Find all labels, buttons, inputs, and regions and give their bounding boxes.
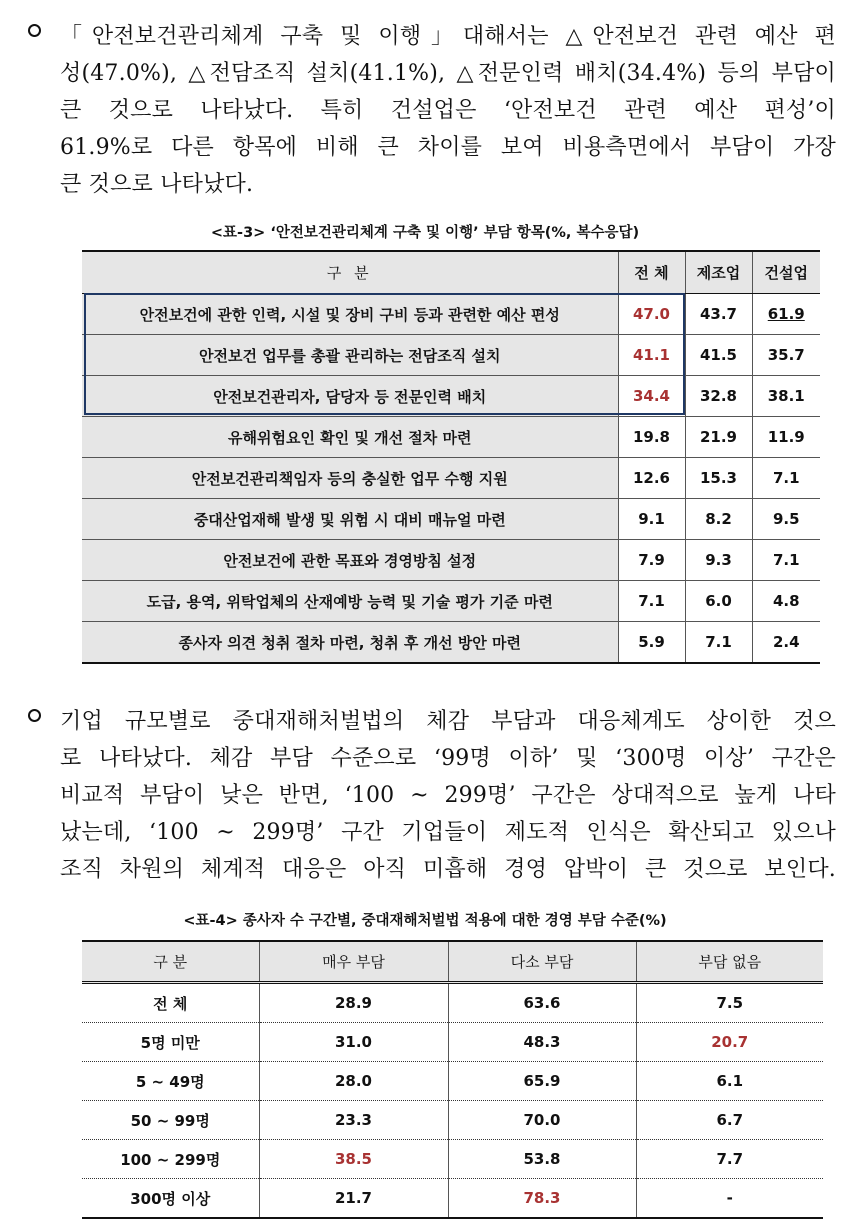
cell-some-burden: 65.9 <box>448 1062 636 1101</box>
header-construction: 건설업 <box>752 251 820 294</box>
cell-construction: 9.5 <box>752 499 820 540</box>
row-label: 안전보건관리책임자 등의 충실한 업무 수행 지원 <box>82 458 618 499</box>
cell-manufacturing: 9.3 <box>685 540 752 581</box>
cell-manufacturing: 15.3 <box>685 458 752 499</box>
row-label: 5 ~ 49명 <box>82 1062 259 1101</box>
cell-construction: 2.4 <box>752 622 820 664</box>
cell-very-burden: 31.0 <box>259 1023 448 1062</box>
row-label: 100 ~ 299명 <box>82 1140 259 1179</box>
table-row <box>82 335 820 376</box>
row-label: 안전보건관리자, 담당자 등 전문인력 배치 <box>82 376 618 417</box>
row-label: 종사자 의견 청취 절차 마련, 청취 후 개선 방안 마련 <box>82 622 618 664</box>
table-row <box>82 458 820 499</box>
row-label: 유해위험요인 확인 및 개선 절차 마련 <box>82 417 618 458</box>
cell-some-burden: 53.8 <box>448 1140 636 1179</box>
paragraph-line: 났는데, ‘100 ~ 299명’ 구간 기업들이 제도적 인식은 확산되고 있으나 <box>60 820 836 845</box>
cell-manufacturing: 8.2 <box>685 499 752 540</box>
cell-some-burden: 63.6 <box>448 983 636 1023</box>
cell-some-burden: 78.3 <box>448 1179 636 1219</box>
cell-very-burden: 28.9 <box>259 983 448 1023</box>
table-row <box>82 1140 823 1179</box>
table-4 <box>82 940 823 1219</box>
table-row <box>82 1023 823 1062</box>
table-row <box>82 581 820 622</box>
row-label: 안전보건에 관한 목표와 경영방침 설정 <box>82 540 618 581</box>
table-row <box>82 294 820 335</box>
row-label: 안전보건에 관한 인력, 시설 및 장비 구비 등과 관련한 예산 편성 <box>82 294 618 335</box>
cell-manufacturing: 6.0 <box>685 581 752 622</box>
paragraph-line: 기업 규모별로 중대재해처벌법의 체감 부담과 대응체계도 상이한 것으 <box>60 709 836 734</box>
row-label: 중대산업재해 발생 및 위험 시 대비 매뉴얼 마련 <box>82 499 618 540</box>
cell-manufacturing: 41.5 <box>685 335 752 376</box>
row-label: 300명 이상 <box>82 1179 259 1219</box>
cell-no-burden: 7.5 <box>636 983 823 1023</box>
header-category: 구 분 <box>82 251 618 294</box>
cell-total: 19.8 <box>618 417 685 458</box>
table-3-caption: <표-3> ‘안전보건관리체계 구축 및 이행’ 부담 항목(%, 복수응답) <box>210 225 640 241</box>
cell-total: 7.1 <box>618 581 685 622</box>
cell-manufacturing: 43.7 <box>685 294 752 335</box>
paragraph-line: 조직 차원의 체계적 대응은 아직 미흡해 경영 압박이 큰 것으로 보인다. <box>60 857 836 882</box>
table-row <box>82 1179 823 1219</box>
cell-very-burden: 38.5 <box>259 1140 448 1179</box>
header-very-burden: 매우 부담 <box>259 941 448 983</box>
table-3 <box>82 250 820 664</box>
paragraph-1 <box>28 18 836 203</box>
cell-very-burden: 28.0 <box>259 1062 448 1101</box>
paragraph-line: 큰 것으로 나타났다. 특히 건설업은 ‘안전보건 관련 예산 편성’이 <box>60 98 836 123</box>
cell-some-burden: 70.0 <box>448 1101 636 1140</box>
cell-construction: 7.1 <box>752 458 820 499</box>
cell-manufacturing: 7.1 <box>685 622 752 664</box>
cell-construction: 11.9 <box>752 417 820 458</box>
row-label: 5명 미만 <box>82 1023 259 1062</box>
cell-no-burden: - <box>636 1179 823 1219</box>
cell-total: 9.1 <box>618 499 685 540</box>
table-row <box>82 376 820 417</box>
row-label: 안전보건 업무를 총괄 관리하는 전담조직 설치 <box>82 335 618 376</box>
header-total: 전 체 <box>618 251 685 294</box>
cell-some-burden: 48.3 <box>448 1023 636 1062</box>
cell-total: 41.1 <box>618 335 685 376</box>
cell-manufacturing: 32.8 <box>685 376 752 417</box>
row-label: 전 체 <box>82 983 259 1023</box>
table-row <box>82 540 820 581</box>
cell-no-burden: 6.7 <box>636 1101 823 1140</box>
paragraph-line: 로 나타났다. 체감 부담 수준으로 ‘99명 이하’ 및 ‘300명 이상’ 구간은 <box>60 746 836 771</box>
header-manufacturing: 제조업 <box>685 251 752 294</box>
cell-construction: 38.1 <box>752 376 820 417</box>
header-no-burden: 부담 없음 <box>636 941 823 983</box>
table-row <box>82 417 820 458</box>
table-row <box>82 983 823 1023</box>
table-row <box>82 622 820 664</box>
paragraph-line: 61.9%로 다른 항목에 비해 큰 차이를 보여 비용측면에서 부담이 가장 <box>60 135 836 160</box>
table-row <box>82 1101 823 1140</box>
table-row <box>82 1062 823 1101</box>
table-row <box>82 499 820 540</box>
cell-construction <box>752 294 820 335</box>
header-category: 구 분 <box>82 941 259 983</box>
row-label: 도급, 용역, 위탁업체의 산재예방 능력 및 기술 평가 기준 마련 <box>82 581 618 622</box>
table-4-caption: <표-4> 종사자 수 구간별, 중대재해처벌법 적용에 대한 경영 부담 수준(%) <box>183 913 667 929</box>
paragraph-line: 비교적 부담이 낮은 반면, ‘100 ~ 299명’ 구간은 상대적으로 높게 나타 <box>60 783 836 808</box>
cell-very-burden: 23.3 <box>259 1101 448 1140</box>
cell-construction: 4.8 <box>752 581 820 622</box>
cell-construction-value: 61.9 <box>767 305 805 323</box>
cell-construction: 35.7 <box>752 335 820 376</box>
row-label: 50 ~ 99명 <box>82 1101 259 1140</box>
cell-very-burden: 21.7 <box>259 1179 448 1219</box>
circle-bullet-icon <box>28 24 41 37</box>
cell-total: 34.4 <box>618 376 685 417</box>
cell-no-burden: 7.7 <box>636 1140 823 1179</box>
circle-bullet-icon <box>28 709 41 722</box>
cell-total: 7.9 <box>618 540 685 581</box>
paragraph-line: 큰 것으로 나타났다. <box>60 172 254 197</box>
cell-total: 47.0 <box>618 294 685 335</box>
paragraph-line: 성(47.0%), △전담조직 설치(41.1%), △전문인력 배치(34.4%) 등의 부담이 <box>60 61 836 86</box>
cell-manufacturing: 21.9 <box>685 417 752 458</box>
cell-no-burden: 6.1 <box>636 1062 823 1101</box>
cell-total: 12.6 <box>618 458 685 499</box>
paragraph-2 <box>28 703 836 888</box>
cell-total: 5.9 <box>618 622 685 664</box>
cell-construction: 7.1 <box>752 540 820 581</box>
paragraph-line: 「안전보건관리체계 구축 및 이행」대해서는 △안전보건 관련 예산 편 <box>60 24 836 49</box>
header-some-burden: 다소 부담 <box>448 941 636 983</box>
cell-no-burden: 20.7 <box>636 1023 823 1062</box>
